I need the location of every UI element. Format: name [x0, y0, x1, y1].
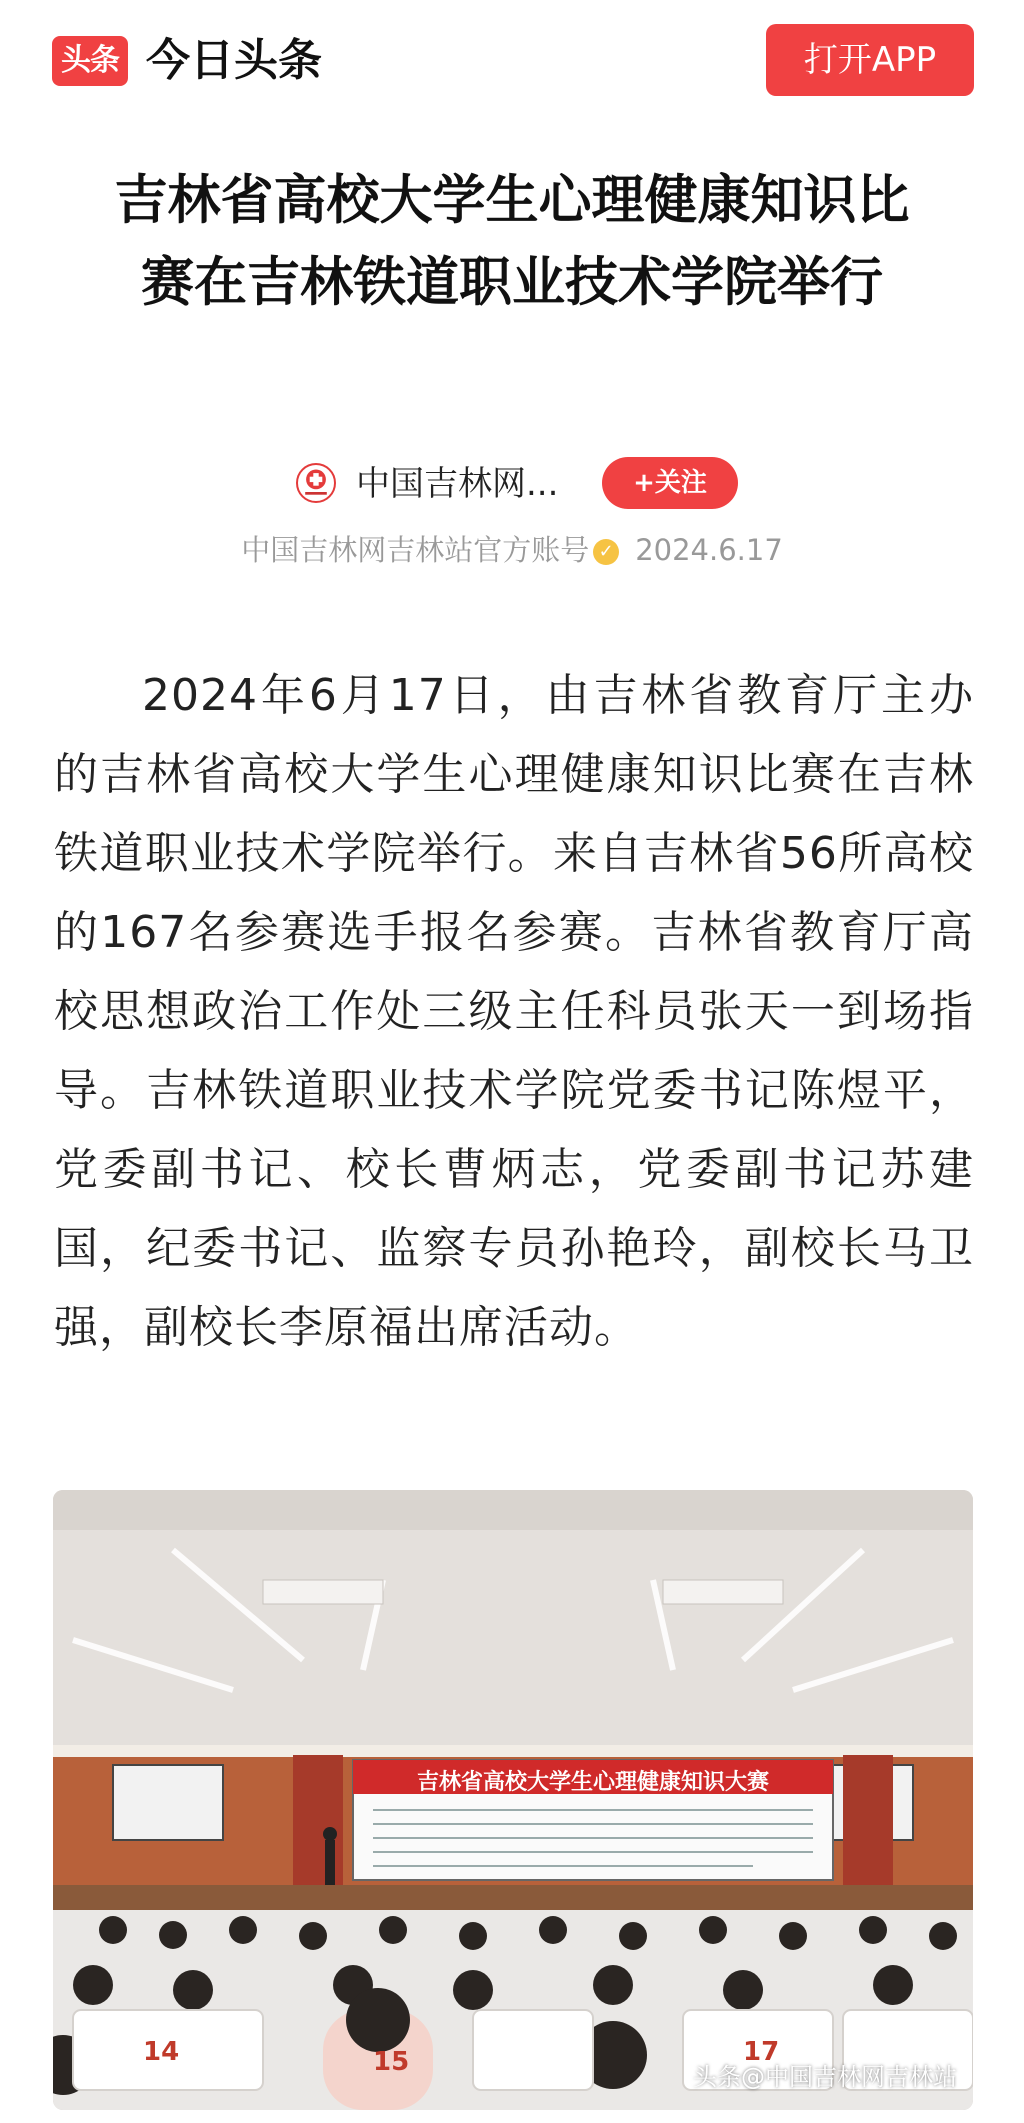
screen-banner-text: 吉林省高校大学生心理健康知识大赛: [416, 1770, 769, 1795]
top-bar: [0, 0, 1024, 120]
publish-date: 2024.6.17: [635, 533, 783, 567]
verified-badge-icon: ✓: [593, 539, 619, 565]
author-name[interactable]: 中国吉林网...: [356, 464, 559, 504]
seat-number-17: 17: [743, 2037, 780, 2067]
auditorium-photo: [53, 1490, 973, 2110]
author-meta: [0, 530, 1024, 570]
open-app-button[interactable]: 打开APP: [766, 24, 974, 96]
account-description: 中国吉林网吉林站官方账号: [241, 533, 590, 567]
photo-watermark: 头条@中国吉林网吉林站: [693, 2063, 957, 2091]
seat-number-14: 14: [143, 2037, 180, 2067]
follow-button[interactable]: +关注: [602, 457, 738, 509]
toutiao-logo[interactable]: 头条: [52, 36, 128, 86]
seat-number-15: 15: [373, 2047, 410, 2077]
red-cross-logo-icon: [298, 465, 334, 501]
app-name: 今日头条: [146, 35, 322, 86]
author-avatar[interactable]: [296, 463, 336, 503]
author-row: [0, 455, 1024, 515]
article-title: 吉林省高校大学生心理健康知识比赛在吉林铁道职业技术学院举行: [114, 170, 910, 313]
article-paragraph: 2024年6月17日，由吉林省教育厅主办的吉林省高校大学生心理健康知识比赛在吉林铁道职业技术学院举行。来自吉林省56所高校的167名参赛选手报名参赛。吉林省教育厅高校思想政治工作处三级主任科员张天一到场指导。吉林铁道职业技术学院党委书记陈煜平，党委副书记、校长曹炳志，党委副书记苏建国，纪委书记、监察专员孙艳玲，副校长马卫强，副校长李原福出席活动。: [54, 670, 974, 1353]
article-photo[interactable]: [53, 1490, 973, 2110]
